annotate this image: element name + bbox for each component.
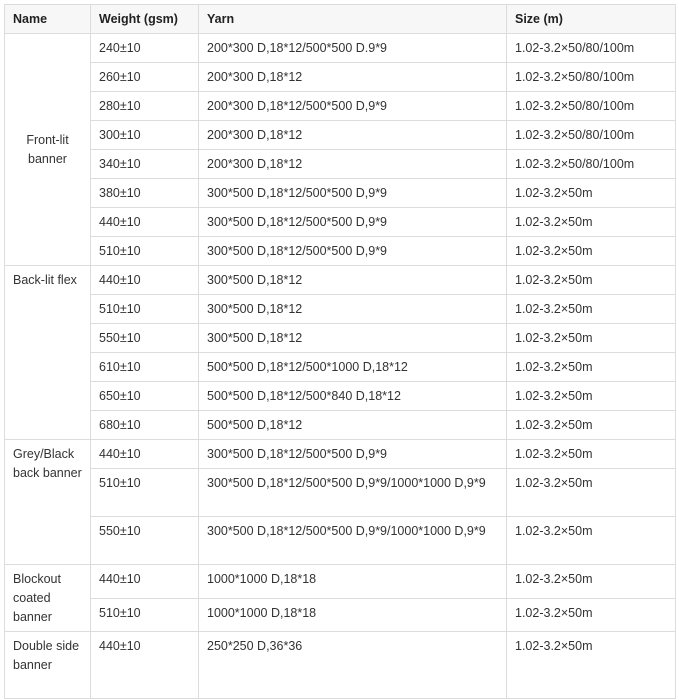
yarn-cell: 500*500 D,18*12/500*1000 D,18*12 <box>199 353 507 382</box>
size-cell: 1.02-3.2×50/80/100m <box>507 150 676 179</box>
yarn-cell: 300*500 D,18*12/500*500 D,9*9/1000*1000 D,9*9 <box>199 517 507 565</box>
weight-cell: 550±10 <box>91 517 199 565</box>
size-cell: 1.02-3.2×50m <box>507 179 676 208</box>
table-row <box>5 353 676 382</box>
yarn-cell: 300*500 D,18*12 <box>199 324 507 353</box>
weight-cell: 280±10 <box>91 92 199 121</box>
size-cell: 1.02-3.2×50m <box>507 411 676 440</box>
size-cell: 1.02-3.2×50m <box>507 353 676 382</box>
size-cell: 1.02-3.2×50/80/100m <box>507 92 676 121</box>
yarn-cell: 300*500 D,18*12 <box>199 266 507 295</box>
header-row <box>5 5 676 34</box>
table-row <box>5 565 676 599</box>
weight-cell: 510±10 <box>91 295 199 324</box>
table-row <box>5 34 676 63</box>
yarn-cell: 1000*1000 D,18*18 <box>199 565 507 599</box>
weight-cell: 300±10 <box>91 121 199 150</box>
size-cell: 1.02-3.2×50m <box>507 565 676 599</box>
size-cell: 1.02-3.2×50m <box>507 469 676 517</box>
table-row <box>5 411 676 440</box>
table-row <box>5 632 676 699</box>
yarn-cell: 300*500 D,18*12/500*500 D,9*9 <box>199 179 507 208</box>
yarn-cell: 500*500 D,18*12/500*840 D,18*12 <box>199 382 507 411</box>
weight-cell: 440±10 <box>91 440 199 469</box>
weight-cell: 440±10 <box>91 632 199 699</box>
header-name: Name <box>5 5 91 34</box>
weight-cell: 240±10 <box>91 34 199 63</box>
group-name-blockout: Blockout coated banner <box>5 565 91 632</box>
yarn-cell: 300*500 D,18*12/500*500 D,9*9/1000*1000 D,9*9 <box>199 469 507 517</box>
group-name-double-side: Double side banner <box>5 632 91 699</box>
table-row <box>5 266 676 295</box>
yarn-cell: 500*500 D,18*12 <box>199 411 507 440</box>
size-cell: 1.02-3.2×50/80/100m <box>507 121 676 150</box>
weight-cell: 510±10 <box>91 237 199 266</box>
weight-cell: 650±10 <box>91 382 199 411</box>
weight-cell: 510±10 <box>91 469 199 517</box>
weight-cell: 440±10 <box>91 266 199 295</box>
size-cell: 1.02-3.2×50m <box>507 517 676 565</box>
specs-table <box>4 4 676 699</box>
yarn-cell: 1000*1000 D,18*18 <box>199 598 507 632</box>
weight-cell: 680±10 <box>91 411 199 440</box>
table-row <box>5 92 676 121</box>
weight-cell: 550±10 <box>91 324 199 353</box>
size-cell: 1.02-3.2×50/80/100m <box>507 34 676 63</box>
yarn-cell: 300*500 D,18*12/500*500 D,9*9 <box>199 440 507 469</box>
yarn-cell: 200*300 D,18*12 <box>199 121 507 150</box>
size-cell: 1.02-3.2×50m <box>507 324 676 353</box>
size-cell: 1.02-3.2×50m <box>507 295 676 324</box>
weight-cell: 610±10 <box>91 353 199 382</box>
yarn-cell: 200*300 D,18*12/500*500 D.9*9 <box>199 34 507 63</box>
weight-cell: 510±10 <box>91 598 199 632</box>
size-cell: 1.02-3.2×50m <box>507 382 676 411</box>
table-row <box>5 237 676 266</box>
group-name-grey-black: Grey/Black back banner <box>5 440 91 565</box>
table-row <box>5 121 676 150</box>
table-row <box>5 150 676 179</box>
yarn-cell: 200*300 D,18*12 <box>199 150 507 179</box>
table-row <box>5 179 676 208</box>
weight-cell: 440±10 <box>91 208 199 237</box>
weight-cell: 440±10 <box>91 565 199 599</box>
weight-cell: 340±10 <box>91 150 199 179</box>
header-weight: Weight (gsm) <box>91 5 199 34</box>
header-yarn: Yarn <box>199 5 507 34</box>
group-name-back-lit: Back-lit flex <box>5 266 91 440</box>
weight-cell: 260±10 <box>91 63 199 92</box>
size-cell: 1.02-3.2×50m <box>507 266 676 295</box>
yarn-cell: 200*300 D,18*12/500*500 D,9*9 <box>199 92 507 121</box>
table-row <box>5 598 676 632</box>
size-cell: 1.02-3.2×50m <box>507 598 676 632</box>
yarn-cell: 300*500 D,18*12/500*500 D,9*9 <box>199 208 507 237</box>
table-row <box>5 469 676 517</box>
yarn-cell: 250*250 D,36*36 <box>199 632 507 699</box>
yarn-cell: 300*500 D,18*12/500*500 D,9*9 <box>199 237 507 266</box>
table-row <box>5 295 676 324</box>
size-cell: 1.02-3.2×50/80/100m <box>507 63 676 92</box>
header-size: Size (m) <box>507 5 676 34</box>
size-cell: 1.02-3.2×50m <box>507 440 676 469</box>
yarn-cell: 300*500 D,18*12 <box>199 295 507 324</box>
table-row <box>5 208 676 237</box>
yarn-cell: 200*300 D,18*12 <box>199 63 507 92</box>
table-row <box>5 382 676 411</box>
group-name-front-lit: Front-lit banner <box>5 34 91 266</box>
size-cell: 1.02-3.2×50m <box>507 237 676 266</box>
size-cell: 1.02-3.2×50m <box>507 208 676 237</box>
weight-cell: 380±10 <box>91 179 199 208</box>
table-row <box>5 517 676 565</box>
table-row <box>5 324 676 353</box>
table-row <box>5 63 676 92</box>
table-row <box>5 440 676 469</box>
size-cell: 1.02-3.2×50m <box>507 632 676 699</box>
